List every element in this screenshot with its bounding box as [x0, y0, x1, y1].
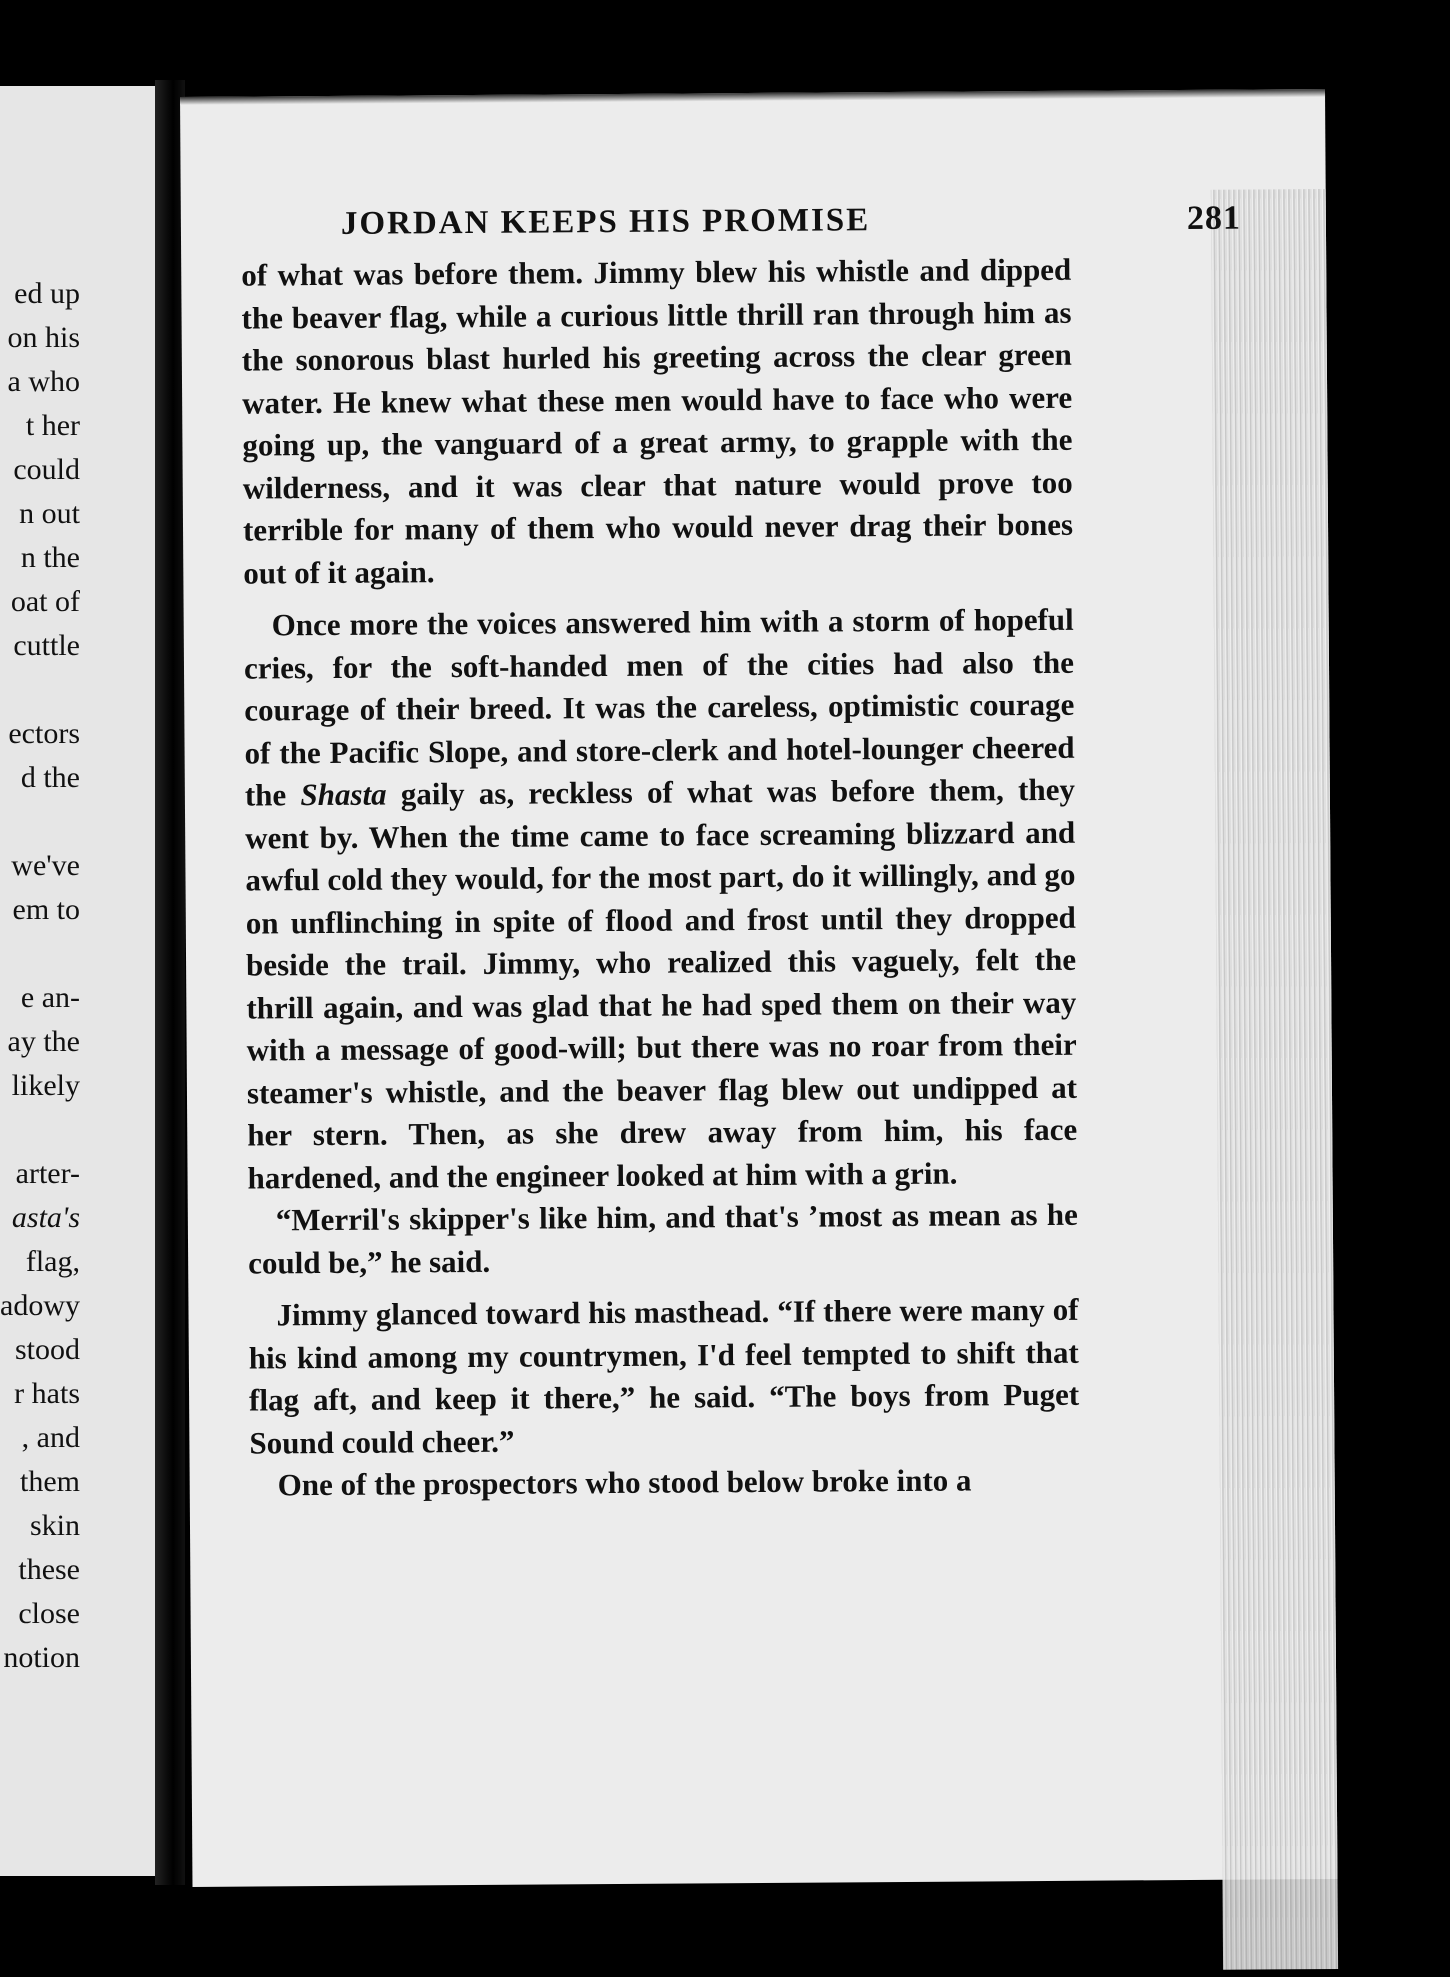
- chapter-title: JORDAN KEEPS HIS PROMISE: [340, 202, 871, 242]
- left-line: n the: [20, 541, 80, 574]
- left-line: on his: [7, 321, 80, 354]
- page-edges: [1211, 189, 1338, 1970]
- left-line: d the: [20, 761, 80, 794]
- running-head: [340, 199, 1242, 242]
- left-line: skin: [29, 1509, 80, 1542]
- left-line: cuttle: [13, 629, 80, 662]
- left-line: likely: [11, 1069, 80, 1102]
- paragraph: One of the prospectors who stood below broke into a: [277, 1462, 972, 1503]
- left-line: , and: [21, 1421, 80, 1454]
- left-line: notion: [3, 1641, 80, 1674]
- book-gutter: [155, 80, 185, 1885]
- left-line: close: [18, 1597, 80, 1630]
- left-line: ay the: [7, 1025, 80, 1058]
- left-line: oat of: [10, 585, 80, 618]
- left-line: ed up: [14, 277, 80, 310]
- paragraph: [244, 599, 1078, 1200]
- left-line: stood: [14, 1333, 80, 1366]
- left-line: em to: [12, 893, 80, 926]
- left-line: adowy: [0, 1289, 80, 1322]
- left-line: ectors: [8, 717, 80, 750]
- ship-name: Shasta: [300, 776, 387, 813]
- left-line: flag,: [25, 1245, 80, 1278]
- left-line: them: [20, 1465, 80, 1498]
- left-line: arter-: [15, 1157, 80, 1190]
- left-line: a who: [7, 365, 80, 398]
- book-page: [180, 89, 1337, 1887]
- page-number: 281: [1186, 199, 1242, 237]
- left-line: t her: [25, 409, 80, 442]
- left-line: e an-: [20, 981, 80, 1014]
- previous-page: [0, 86, 165, 1876]
- paragraph: Jimmy glanced toward his masthead. “If there were many of his kind among my countrymen, I'd feel tempted to shift that flag aft, and keep it there,” he said. “The boys from Puget Sound could cheer.”: [248, 1291, 1080, 1461]
- paragraph-text: gaily as, reckless of what was before them, they went by. When the time came to face screaming blizzard and awful cold they would, for the most part, do it willingly, and go on unflinching in spite of flood and frost until they dropped beside the trail. Jimmy, who realized this vaguely, felt the thrill again, and was glad that he had sped them on their way with a message of good-will; but there was no roar from their steamer's whistle, and the beaver flag blew out undipped at her stern. Then, as she drew away from him, his face hardened, and the engineer looked at him with a grin.: [245, 771, 1078, 1196]
- page-top-shadow: [180, 89, 1325, 105]
- left-line: n out: [19, 497, 80, 530]
- left-line: asta's: [11, 1201, 80, 1234]
- paragraph: of what was before them. Jimmy blew his whistle and dipped the beaver flag, while a curious little thrill ran through him as the sonorous blast hurled his greeting across the clear green water. He knew what these men would have to face who were going up, the vanguard of a great army, to grapple with the wilderness, and it was clear that nature would prove too terrible for many of them who would never drag their bones out of it again.: [241, 251, 1074, 591]
- body-text: [241, 249, 1080, 1507]
- paragraph-text: Once more the voices answered him with a storm of hopeful cries, for the soft-handed men of the cities had also the courage of their breed. It was the careless, optimistic courage of the Pacific Slope, and store-clerk and hotel-lounger cheered the: [243, 601, 1075, 813]
- left-line: could: [13, 453, 80, 486]
- paragraph: “Merril's skipper's like him, and that's ’most as mean as he could be,” he said.: [248, 1196, 1078, 1281]
- left-line: we've: [11, 849, 80, 882]
- left-line: these: [18, 1553, 80, 1586]
- left-line: r hats: [14, 1377, 80, 1410]
